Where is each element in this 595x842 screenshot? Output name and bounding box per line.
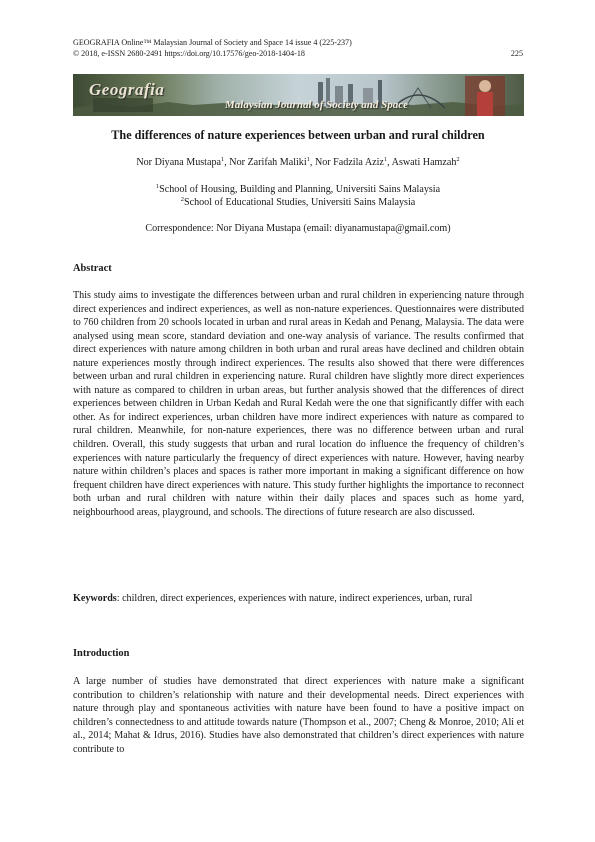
abstract-heading: Abstract xyxy=(73,263,112,274)
keywords-text: : children, direct experiences, experiences with nature, indirect experiences, urban, rural xyxy=(116,593,473,604)
author-affiliation-mark: 1 xyxy=(306,156,310,163)
banner-subtitle: Malaysian Journal of Society and Space xyxy=(225,99,409,111)
author-affiliation-mark: 2 xyxy=(456,156,460,163)
affiliation-2 xyxy=(60,196,536,209)
author-name: Nor Diyana Mustapa xyxy=(136,157,221,168)
paper-title: The differences of nature experiences between urban and rural children xyxy=(111,128,485,142)
issn-doi-text: © 2018, e-ISSN 2680-2491 https://doi.org/10.17576/geo-2018-1404-18 xyxy=(73,49,305,58)
keywords-label: Keywords xyxy=(73,593,117,604)
affiliation-mark: 1 xyxy=(155,183,160,190)
keywords-line xyxy=(73,592,524,606)
affiliation-text: School of Educational Studies, Universiti Sains Malaysia xyxy=(183,197,416,208)
journal-banner xyxy=(73,74,524,116)
author-affiliation-mark: 1 xyxy=(221,156,225,163)
author-affiliation-mark: 1 xyxy=(383,156,388,163)
author-name: Nor Zarifah Maliki xyxy=(229,157,307,168)
affiliation-mark: 2 xyxy=(180,196,184,203)
journal-header-line: GEOGRAFIA Online™ Malaysian Journal of Society and Space 14 issue 4 (225-237) xyxy=(73,38,352,47)
issn-doi-line xyxy=(73,49,523,59)
affiliation-1 xyxy=(60,183,536,196)
correspondence-line: Correspondence: Nor Diyana Mustapa (email: diyanamustapa@gmail.com) xyxy=(145,223,451,234)
page-number: 225 xyxy=(510,49,523,58)
abstract-text: This study aims to investigate the differences between urban and rural children in experiencing nature through direct experiences and indirect experiences, as well as non-nature experiences. Questionnaires were distributed to 760 children from 20 schools located in urban and rural areas in Kedah and Penang, Malaysia. The data were analysed using mean score, standard deviation and one-way analysis of variance. The results confirmed that direct experiences with nature among children in both urban and rural areas have declined and children obtain nature experiences mostly through indirect experiences. The results also showed that there were differences between urban and rural children in experiencing nature. Rural children have slightly more direct experiences with nature as compared to children in urban areas, but further analysis showed that the differences of direct experiences between children in Urban Kedah and Rural Kedah were the one that significantly differ with each other. As for indirect experiences, urban children have more indirect experiences with nature as compared to rural children. Meanwhile, for non-nature experiences, there was no difference between urban and rural children. Overall, this study suggests that urban and rural location do influence the frequency of children’s experiences with nature particularly the frequency of direct experiences with nature. However, having nearby nature within children’s places and spaces is rather more important in making a significant difference on how frequent children have direct experiences with nature. This study further highlights the importance to reconnect both urban and rural children with nature within their daily places and spaces such as home yard, neighbourhood areas, playground, and schools. The directions of future research are also discussed. xyxy=(73,290,524,518)
affiliation-text: School of Housing, Building and Planning, Universiti Sains Malaysia xyxy=(159,184,441,195)
author-name: Aswati Hamzah xyxy=(391,157,457,168)
author-name: Nor Fadzila Aziz xyxy=(314,157,384,168)
banner-title: Geografia xyxy=(89,80,165,99)
introduction-heading: Introduction xyxy=(73,648,130,659)
author-list: Nor Diyana Mustapa$^1$, Nor Zarifah Maliki$^1$, Nor Fadzila Aziz$^1$, Aswati Hamzah$^2$ xyxy=(136,156,460,168)
introduction-text: A large number of studies have demonstrated that direct experiences with nature make a significant contribution to children’s relationship with nature and their developmental needs. Direct experiences with nature through play and spontaneous activities with nature have been found to have a positive impact on children’s connectedness to and attitude towards nature (Thompson et al., 2007; Cheng & Monroe, 2010; Ali et al., 2014; Mahat & Idrus, 2016). Studies have also demonstrated that children’s direct experiences with nature contribute to xyxy=(73,676,524,755)
